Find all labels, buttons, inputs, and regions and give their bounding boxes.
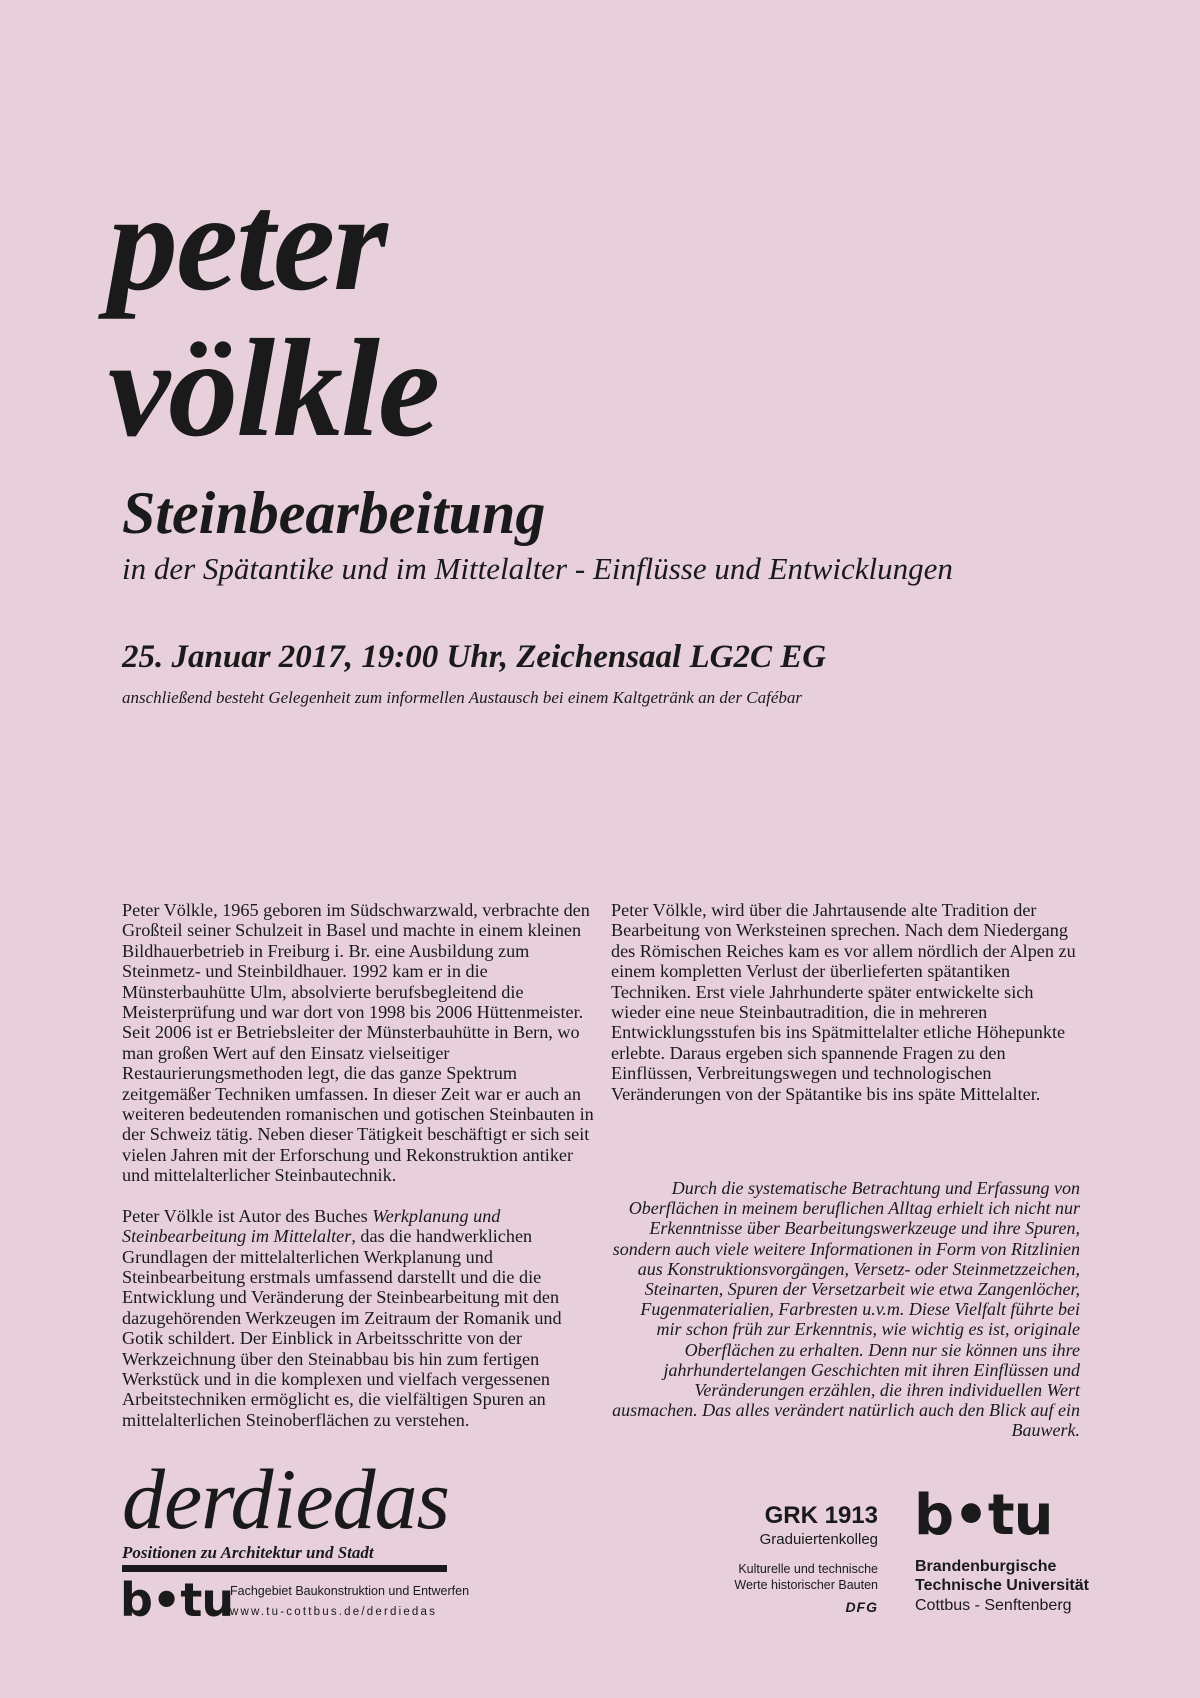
event-date-location: 25. Januar 2017, 19:00 Uhr, Zeichensaal LG2C EG xyxy=(122,639,827,675)
left-column xyxy=(122,900,594,1450)
series-tagline: Positionen zu Architektur und Stadt xyxy=(122,1543,374,1562)
university-location: Cottbus - Senftenberg xyxy=(915,1597,1072,1614)
lecture-subtitle: in der Spätantike und im Mittelalter - Einflüsse und Entwicklungen xyxy=(122,551,953,586)
book-title: Werkplanung und Steinbearbeitung im Mittelalter xyxy=(122,1205,501,1247)
book-paragraph xyxy=(122,1206,594,1430)
grk-description: Kulturelle und technische Werte historischer Bauten xyxy=(734,1562,878,1592)
lecture-title: Steinbearbeitung xyxy=(122,480,546,546)
speaker-name: peter völkle xyxy=(108,165,439,466)
quote-paragraph: Durch die systematische Betrachtung und Erfassung von Oberflächen in meinem beruflichen Alltag erhielt ich nicht nur Erkenntnisse über Bearbeitungswerkzeuge und ihre Spuren, sondern auch viele weitere Informationen in Form von Ritzlinien aus Konstruktionsvorgängen, Versetz- oder Steinmetzzeichen, Steinarten, Spuren der Versetzarbeit wie etwa Zangenlöcher, Fugenmaterialien, Farbresten u.v.m. Diese Vielfalt führte bei mir schon früh zur Erkenntnis, wie wichtig es ist, originale Oberflächen zu erhalten. Denn nur sie können uns ihre jahrhundertelangen Geschichten mit ihren Einflüssen und Veränderungen erzählen, die ihren individuellen Wert ausmachen. Das alles verändert natürlich auch den Blick auf ein Bauwerk. xyxy=(612,1178,1080,1441)
btu-logo-small: b•tu xyxy=(120,1573,234,1627)
event-note: anschließend besteht Gelegenheit zum informellen Austausch bei einem Kaltgetränk an der Cafébar xyxy=(122,688,803,707)
grk-label: Graduiertenkolleg xyxy=(759,1531,878,1548)
series-logo: derdiedas xyxy=(122,1451,449,1547)
book-rest: , das die handwerklichen Grundlagen der mittelalterlichen Werkplanung und Steinbearbeitung erstmals umfassend darstellt und die die Entwicklung und Veränderung der Steinbearbeitung mit den dazugehörenden Werkzeugen im Zeitraum der Romanik und Gotik schildert. Der Einblick in Arbeitsschritte von der Werkzeichnung über den Steinabbau bis hin zum fertigen Werkstück und in die komplexen und vielfach vergessenen Arbeitstechniken ermöglicht es, die vielfältigen Spuren an mittelalterlichen Steinoberflächen zu verstehen. xyxy=(122,1226,562,1430)
btu-logo-large: b•tu xyxy=(914,1483,1053,1548)
dfg-logo: DFG xyxy=(845,1599,878,1615)
right-column xyxy=(611,900,1083,1124)
bio-paragraph: Peter Völkle, 1965 geboren im Südschwarzwald, verbrachte den Großteil seiner Schulzeit in Basel und machte in einem kleinen Bildhauerbetrieb in Freiburg i. Br. eine Ausbildung zum Steinmetz- und Steinbildhauer. 1992 kam er in die Münsterbauhütte Ulm, absolvierte berufsbegleitend die Meisterprüfung und war dort von 1998 bis 2006 Hüttenmeister. Seit 2006 ist er Betriebsleiter der Münsterbauhütte in Bern, wo man großen Wert auf den Einsatz vielseitiger Restaurierungsmethoden legt, die das ganze Spektrum zeitgemäßer Techniken umfassen. In dieser Zeit war er auch an weiteren bedeutenden romanischen und gotischen Steinbauten in der Schweiz tätig. Neben dieser Tätigkeit beschäftigt er sich seit vielen Jahren mit der Erforschung und Rekonstruktion antiker und mittelalterlicher Steinbautechnik. xyxy=(122,900,594,1186)
series-divider xyxy=(122,1565,447,1572)
university-name: Brandenburgische Technische Universität xyxy=(915,1558,1089,1594)
lecture-paragraph: Peter Völkle, wird über die Jahrtausende alte Tradition der Bearbeitung von Werksteinen sprechen. Nach dem Niedergang des Römischen Reiches kam es vor allem nördlich der Alpen zu einem kompletten Verlust der überlieferten spätantiken Techniken. Erst viele Jahrhunderte später entwickelte sich wieder eine neue Steinbautradition, die in mehreren Entwicklungsstufen bis ins Spätmittelalter etliche Höhepunkte erlebte. Daraus ergeben sich spannende Fragen zu den Einflüssen, Verbreitungswegen und technologischen Veränderungen von der Spätantike bis ins späte Mittelalter. xyxy=(611,900,1076,1104)
series-url[interactable]: www.tu-cottbus.de/derdiedas xyxy=(230,1606,438,1618)
book-intro: Peter Völkle ist Autor des Buches xyxy=(122,1205,373,1226)
grk-number: GRK 1913 xyxy=(764,1502,878,1529)
department-name: Fachgebiet Baukonstruktion und Entwerfen xyxy=(230,1584,470,1598)
